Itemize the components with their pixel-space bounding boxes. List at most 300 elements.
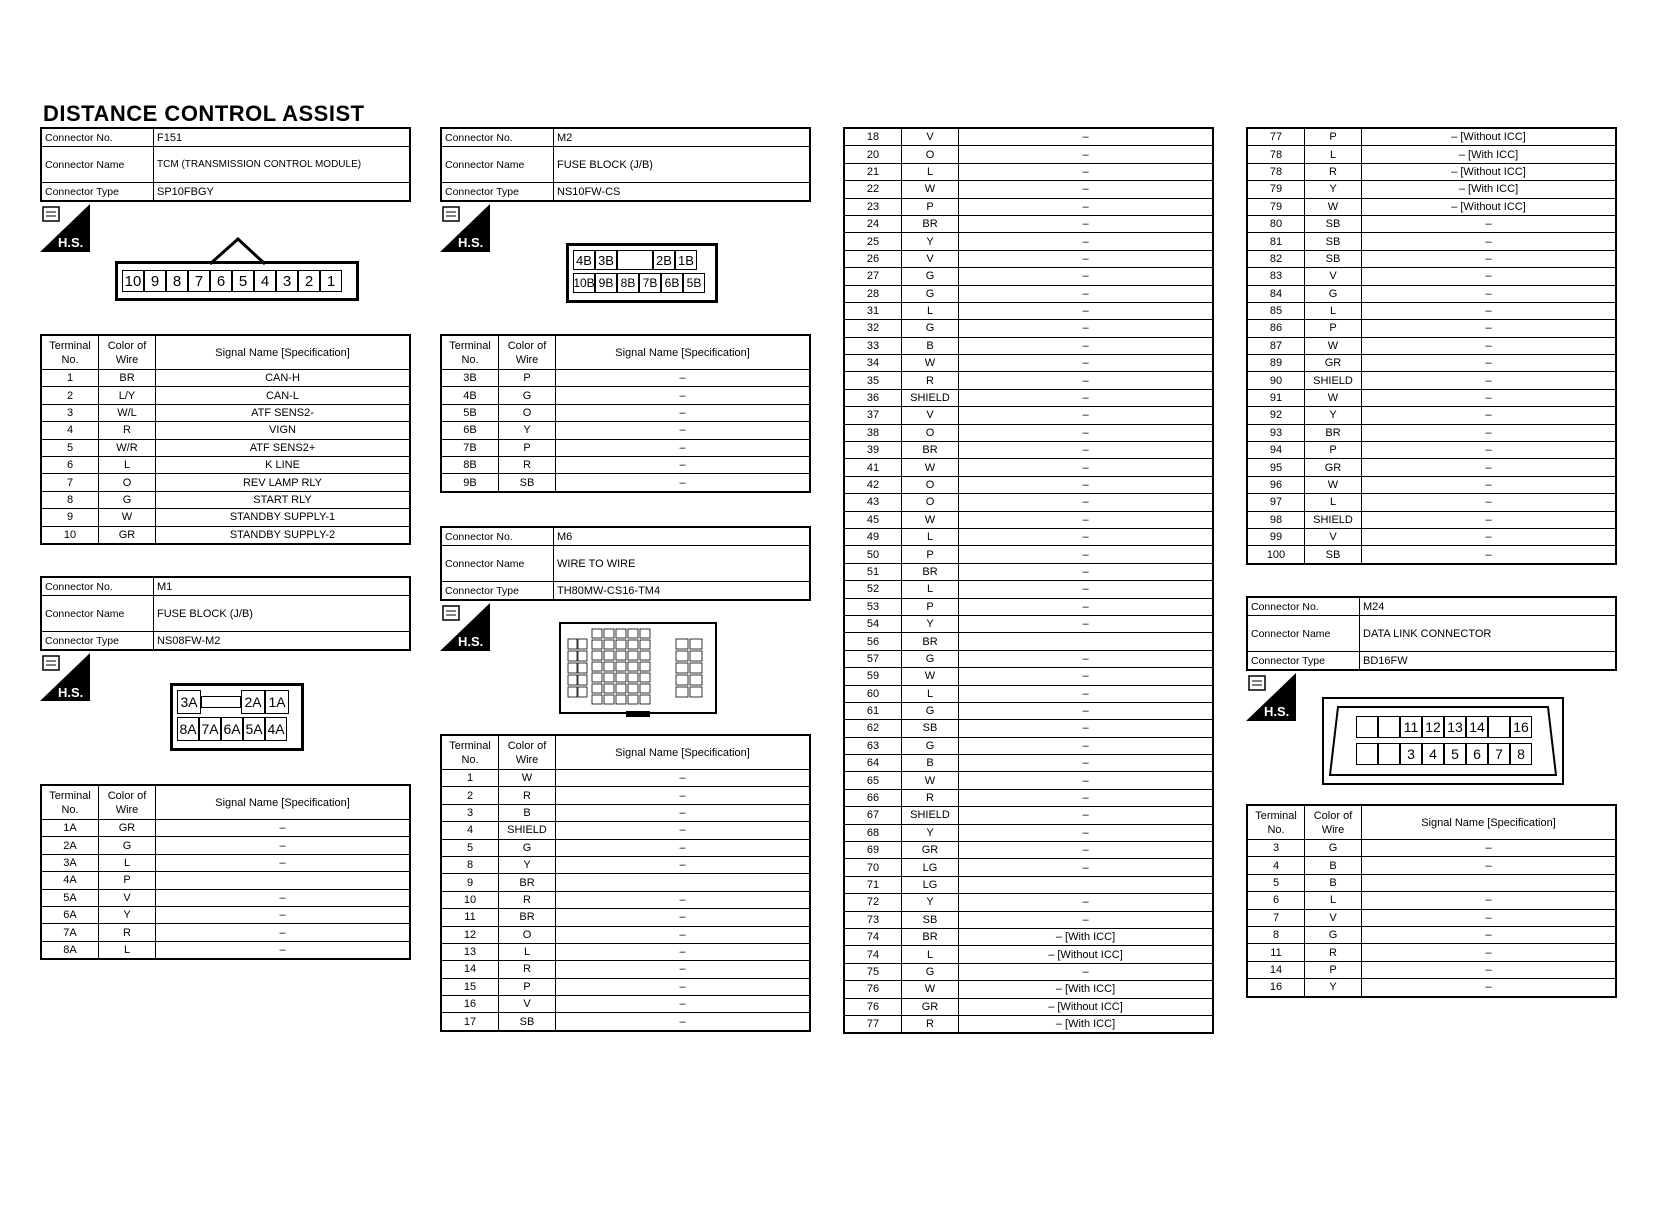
pin-cavity: 11	[1400, 716, 1422, 738]
table-row	[844, 563, 1213, 580]
wire-color: O	[499, 404, 556, 421]
wire-color: O	[902, 424, 959, 441]
cavity	[568, 651, 577, 661]
pin-cavity: 7	[188, 270, 210, 292]
table-row	[1247, 163, 1616, 180]
signal-name: –	[156, 889, 411, 906]
wire-color: SHIELD	[1305, 511, 1362, 528]
pin-cavity: 8	[166, 270, 188, 292]
wire-color: SHIELD	[902, 389, 959, 406]
pin-cavity: 5B	[683, 273, 705, 293]
terminal-no: 6B	[441, 422, 499, 439]
connector-no-label: Connector No.	[1247, 597, 1360, 616]
signal-name: –	[1362, 944, 1617, 961]
cavity	[578, 675, 587, 685]
terminal-no: 68	[844, 824, 902, 841]
connector-type-value: TH80MW-CS16-TM4	[554, 582, 811, 601]
signal-name: K LINE	[156, 456, 411, 473]
terminal-no: 8	[41, 491, 99, 508]
connector-name-value: FUSE BLOCK (J/B)	[154, 596, 411, 632]
wire-color: BR	[99, 370, 156, 387]
wire-color: L	[1305, 302, 1362, 319]
signal-name: –	[959, 911, 1214, 928]
table-row	[41, 456, 410, 473]
signal-name	[156, 872, 411, 889]
signal-name: –	[959, 250, 1214, 267]
wire-color: O	[499, 926, 556, 943]
wire-color: W	[1305, 337, 1362, 354]
wire-color: L	[902, 528, 959, 545]
connector-face-m6	[558, 619, 718, 719]
wire-color: B	[1305, 857, 1362, 874]
connector-no-label: Connector No.	[41, 128, 154, 147]
signal-name: –	[1362, 511, 1617, 528]
cavity	[628, 651, 638, 660]
wire-color: L	[1305, 494, 1362, 511]
pin-cavity: 8	[1510, 743, 1532, 765]
signal-name: –	[959, 581, 1214, 598]
pin-cavity: 6A	[221, 717, 243, 741]
signal-name: –	[556, 978, 811, 995]
cavity	[616, 673, 626, 682]
wire-color: B	[902, 337, 959, 354]
terminal-no: 3A	[41, 854, 99, 871]
signal-name: –	[959, 720, 1214, 737]
hs-label: H.S.	[1264, 704, 1290, 719]
table-row	[1247, 407, 1616, 424]
table-row	[1247, 979, 1616, 997]
table-row	[844, 215, 1213, 232]
cavity	[616, 695, 626, 704]
table-row	[441, 874, 810, 891]
wire-color: O	[902, 146, 959, 163]
wire-color: R	[1305, 163, 1362, 180]
wire-color: W	[902, 355, 959, 372]
table-row	[441, 961, 810, 978]
table-row	[1247, 424, 1616, 441]
hs-label: H.S.	[458, 235, 484, 250]
signal-name: –	[959, 268, 1214, 285]
wire-color: L	[1305, 146, 1362, 163]
terminal-no: 5	[41, 439, 99, 456]
signal-name: –	[156, 854, 411, 871]
table-row	[844, 163, 1213, 180]
terminal-no: 73	[844, 911, 902, 928]
signal-name: –	[1362, 979, 1617, 997]
table-row	[844, 546, 1213, 563]
cavity	[592, 673, 602, 682]
wire-color: GR	[1305, 355, 1362, 372]
pin-cavity: 6B	[661, 273, 683, 293]
signal-name: ATF SENS2-	[156, 404, 411, 421]
pin-cavity: 4B	[573, 250, 595, 270]
table-row	[1247, 494, 1616, 511]
cavity	[690, 663, 702, 673]
terminal-no: 85	[1247, 302, 1305, 319]
signal-name-header: Signal Name [Specification]	[556, 335, 811, 370]
wire-color: P	[902, 198, 959, 215]
signal-name: –	[959, 442, 1214, 459]
connector-name-value: DATA LINK CONNECTOR	[1360, 616, 1617, 652]
table-row	[1247, 146, 1616, 163]
terminal-no: 79	[1247, 181, 1305, 198]
table-row	[1247, 250, 1616, 267]
pin-cavity: 1B	[675, 250, 697, 270]
signal-name: –	[1362, 840, 1617, 857]
signal-name: STANDBY SUPPLY-1	[156, 509, 411, 526]
signal-name: –	[959, 563, 1214, 580]
signal-name	[1362, 874, 1617, 891]
table-row	[441, 909, 810, 926]
signal-name	[959, 633, 1214, 650]
wire-color: P	[1305, 128, 1362, 146]
pin-cavity: 6	[210, 270, 232, 292]
terminal-no: 9	[41, 509, 99, 526]
table-header	[41, 785, 410, 820]
wire-color: O	[902, 494, 959, 511]
wire-color: GR	[1305, 459, 1362, 476]
wire-color: Y	[902, 824, 959, 841]
signal-name: –	[556, 943, 811, 960]
cavity	[616, 629, 626, 638]
table-row	[1247, 337, 1616, 354]
wire-color: LG	[902, 876, 959, 893]
terminal-no: 78	[1247, 146, 1305, 163]
pin-cavity-empty	[1356, 716, 1378, 738]
terminal-no: 54	[844, 615, 902, 632]
table-row	[441, 787, 810, 804]
wire-color: BR	[902, 928, 959, 945]
wire-color: W	[902, 668, 959, 685]
terminal-no: 5	[441, 839, 499, 856]
table-row	[844, 320, 1213, 337]
connector-face-m2	[566, 243, 718, 303]
wire-color: Y	[1305, 979, 1362, 997]
terminal-no: 89	[1247, 355, 1305, 372]
signal-name: –	[959, 546, 1214, 563]
table-row	[1247, 909, 1616, 926]
table-row	[844, 789, 1213, 806]
color-of-wire-header: Color of Wire	[99, 335, 156, 370]
cavity	[676, 639, 688, 649]
wire-color: Y	[1305, 407, 1362, 424]
signal-name-header: Signal Name [Specification]	[156, 785, 411, 820]
table-row	[844, 911, 1213, 928]
wire-color: BR	[902, 633, 959, 650]
wire-color: P	[499, 978, 556, 995]
wire-color: W	[99, 509, 156, 526]
signal-name	[556, 874, 811, 891]
table-row	[844, 737, 1213, 754]
table-row	[1247, 302, 1616, 319]
connector-type-value: NS10FW-CS	[554, 183, 811, 202]
signal-name: –	[556, 439, 811, 456]
signal-name: –	[1362, 250, 1617, 267]
wire-color: SB	[1305, 250, 1362, 267]
terminal-no: 83	[1247, 268, 1305, 285]
pin-cavity: 3A	[177, 690, 201, 714]
signal-name: –	[959, 128, 1214, 146]
terminal-no: 76	[844, 998, 902, 1015]
table-row	[1247, 320, 1616, 337]
terminal-no: 8B	[441, 456, 499, 473]
wire-color: LG	[902, 859, 959, 876]
wire-color: BR	[902, 215, 959, 232]
signal-name: –	[556, 1013, 811, 1031]
terminal-no: 74	[844, 946, 902, 963]
terminal-no: 81	[1247, 233, 1305, 250]
connector-name-label: Connector Name	[41, 147, 154, 183]
terminal-no: 8A	[41, 941, 99, 959]
cavity	[640, 673, 650, 682]
connector-name-value: TCM (TRANSMISSION CONTROL MODULE)	[154, 147, 411, 183]
terminal-table-m24	[1246, 804, 1617, 998]
wire-color: W	[1305, 389, 1362, 406]
terminal-no: 87	[1247, 337, 1305, 354]
wire-color: G	[99, 491, 156, 508]
table-row	[441, 926, 810, 943]
cavity	[604, 651, 614, 660]
table-row	[441, 856, 810, 873]
pin-cavity: 3	[1400, 743, 1422, 765]
signal-name: –	[556, 387, 811, 404]
wire-color: Y	[902, 233, 959, 250]
wire-color: L	[99, 854, 156, 871]
signal-name: –	[1362, 355, 1617, 372]
signal-name: –	[556, 961, 811, 978]
terminal-no: 36	[844, 389, 902, 406]
wire-color: P	[99, 872, 156, 889]
terminal-no: 2	[441, 787, 499, 804]
signal-name: – [With ICC]	[1362, 181, 1617, 198]
signal-name: –	[1362, 389, 1617, 406]
wire-color: GR	[902, 842, 959, 859]
signal-name: –	[959, 755, 1214, 772]
signal-name: –	[1362, 494, 1617, 511]
cavity	[640, 651, 650, 660]
terminal-no: 2A	[41, 837, 99, 854]
table-row	[1247, 285, 1616, 302]
cavity	[690, 675, 702, 685]
wire-color: G	[1305, 926, 1362, 943]
signal-name: –	[1362, 320, 1617, 337]
terminal-no: 35	[844, 372, 902, 389]
signal-name	[959, 876, 1214, 893]
connector-info-m24	[1246, 596, 1617, 671]
terminal-no: 70	[844, 859, 902, 876]
pin-cavity: 7B	[639, 273, 661, 293]
pin-cavity: 3	[276, 270, 298, 292]
cavity	[568, 639, 577, 649]
table-row	[844, 233, 1213, 250]
signal-name: –	[959, 894, 1214, 911]
terminal-no: 17	[441, 1013, 499, 1031]
terminal-no: 21	[844, 163, 902, 180]
cavity	[592, 695, 602, 704]
wire-color: L	[99, 941, 156, 959]
pin-cavity: 2	[298, 270, 320, 292]
terminal-no: 32	[844, 320, 902, 337]
wire-color: B	[1305, 874, 1362, 891]
table-row	[1247, 372, 1616, 389]
signal-name: –	[959, 146, 1214, 163]
table-row	[41, 906, 410, 923]
signal-name: –	[1362, 233, 1617, 250]
signal-name: –	[556, 474, 811, 492]
terminal-no: 37	[844, 407, 902, 424]
table-row	[844, 685, 1213, 702]
terminal-no: 9	[441, 874, 499, 891]
connector-type-label: Connector Type	[41, 183, 154, 202]
color-of-wire-header: Color of Wire	[499, 735, 556, 770]
table-row	[844, 494, 1213, 511]
pin-cavity: 5	[1444, 743, 1466, 765]
signal-name: –	[556, 891, 811, 908]
connector-type-value: SP10FBGY	[154, 183, 411, 202]
wire-color: G	[99, 837, 156, 854]
signal-name: –	[1362, 857, 1617, 874]
table-row	[844, 702, 1213, 719]
table-header	[441, 735, 810, 770]
cavity	[690, 639, 702, 649]
pin-cavity: 2B	[653, 250, 675, 270]
cavity	[592, 662, 602, 671]
signal-name: –	[959, 668, 1214, 685]
wire-color: G	[1305, 840, 1362, 857]
table-row	[844, 876, 1213, 893]
cavity	[604, 695, 614, 704]
table-row	[844, 894, 1213, 911]
terminal-no: 6A	[41, 906, 99, 923]
color-of-wire-header: Color of Wire	[1305, 805, 1362, 840]
pin-row	[122, 270, 342, 292]
table-row	[441, 943, 810, 960]
terminal-no: 75	[844, 963, 902, 980]
pin-cavity: 7	[1488, 743, 1510, 765]
connector-info-m1	[40, 576, 411, 651]
connector-no-label: Connector No.	[41, 577, 154, 596]
table-row	[441, 404, 810, 421]
wire-color: B	[499, 804, 556, 821]
signal-name: –	[959, 494, 1214, 511]
wire-color: BR	[499, 874, 556, 891]
wire-color: P	[1305, 442, 1362, 459]
table-row	[1247, 528, 1616, 545]
wire-color: GR	[99, 526, 156, 544]
signal-name: –	[556, 839, 811, 856]
signal-name: –	[156, 941, 411, 959]
signal-name: –	[959, 650, 1214, 667]
wire-color: W	[1305, 198, 1362, 215]
signal-name: –	[959, 320, 1214, 337]
signal-name-header: Signal Name [Specification]	[556, 735, 811, 770]
table-row	[844, 1015, 1213, 1033]
table-row	[1247, 874, 1616, 891]
cavity	[640, 662, 650, 671]
wire-color: SB	[499, 474, 556, 492]
terminal-no: 53	[844, 598, 902, 615]
cavity	[592, 629, 602, 638]
wire-color: L	[1305, 892, 1362, 909]
table-row	[41, 820, 410, 837]
terminal-no: 1	[441, 770, 499, 787]
connector-no-value: M6	[554, 527, 811, 546]
wire-color: P	[499, 439, 556, 456]
table-row	[844, 459, 1213, 476]
signal-name: – [With ICC]	[1362, 146, 1617, 163]
wire-color: G	[902, 285, 959, 302]
pin-cavity: 12	[1422, 716, 1444, 738]
table-row	[441, 1013, 810, 1031]
table-row	[41, 404, 410, 421]
table-row	[441, 996, 810, 1013]
table-row	[1247, 892, 1616, 909]
terminal-no: 62	[844, 720, 902, 737]
terminal-no: 16	[1247, 979, 1305, 997]
wire-color: Y	[499, 856, 556, 873]
terminal-no: 1A	[41, 820, 99, 837]
table-row	[41, 509, 410, 526]
signal-name: – [Without ICC]	[959, 946, 1214, 963]
wire-color: G	[499, 387, 556, 404]
wire-color: V	[902, 407, 959, 424]
table-row	[844, 755, 1213, 772]
terminal-no: 6	[1247, 892, 1305, 909]
wire-color: V	[99, 889, 156, 906]
table-row	[441, 770, 810, 787]
signal-name: –	[556, 926, 811, 943]
table-row	[441, 387, 810, 404]
wire-color: SHIELD	[1305, 372, 1362, 389]
table-row	[844, 859, 1213, 876]
table-row	[441, 370, 810, 387]
terminal-no: 50	[844, 546, 902, 563]
wire-color: R	[902, 372, 959, 389]
cavity	[578, 639, 587, 649]
table-row	[41, 889, 410, 906]
wire-color: W	[1305, 476, 1362, 493]
signal-name: VIGN	[156, 422, 411, 439]
wire-color: V	[1305, 268, 1362, 285]
terminal-no: 11	[441, 909, 499, 926]
signal-name: – [With ICC]	[959, 1015, 1214, 1033]
signal-name: –	[1362, 892, 1617, 909]
signal-name: –	[556, 909, 811, 926]
signal-name: –	[959, 685, 1214, 702]
table-row	[1247, 198, 1616, 215]
wire-color: L	[902, 946, 959, 963]
terminal-no: 14	[441, 961, 499, 978]
signal-name: –	[556, 456, 811, 473]
terminal-no: 10	[441, 891, 499, 908]
connector-no-value: M2	[554, 128, 811, 147]
table-row	[844, 285, 1213, 302]
signal-name: –	[556, 787, 811, 804]
table-row	[1247, 926, 1616, 943]
cavity	[592, 684, 602, 693]
terminal-no: 4	[441, 822, 499, 839]
signal-name: –	[959, 842, 1214, 859]
table-row	[844, 511, 1213, 528]
signal-name: –	[959, 163, 1214, 180]
terminal-no: 97	[1247, 494, 1305, 511]
terminal-no: 76	[844, 981, 902, 998]
connector-name-label: Connector Name	[1247, 616, 1360, 652]
signal-name: –	[959, 528, 1214, 545]
cavity	[616, 662, 626, 671]
table-row	[441, 804, 810, 821]
table-row	[844, 633, 1213, 650]
